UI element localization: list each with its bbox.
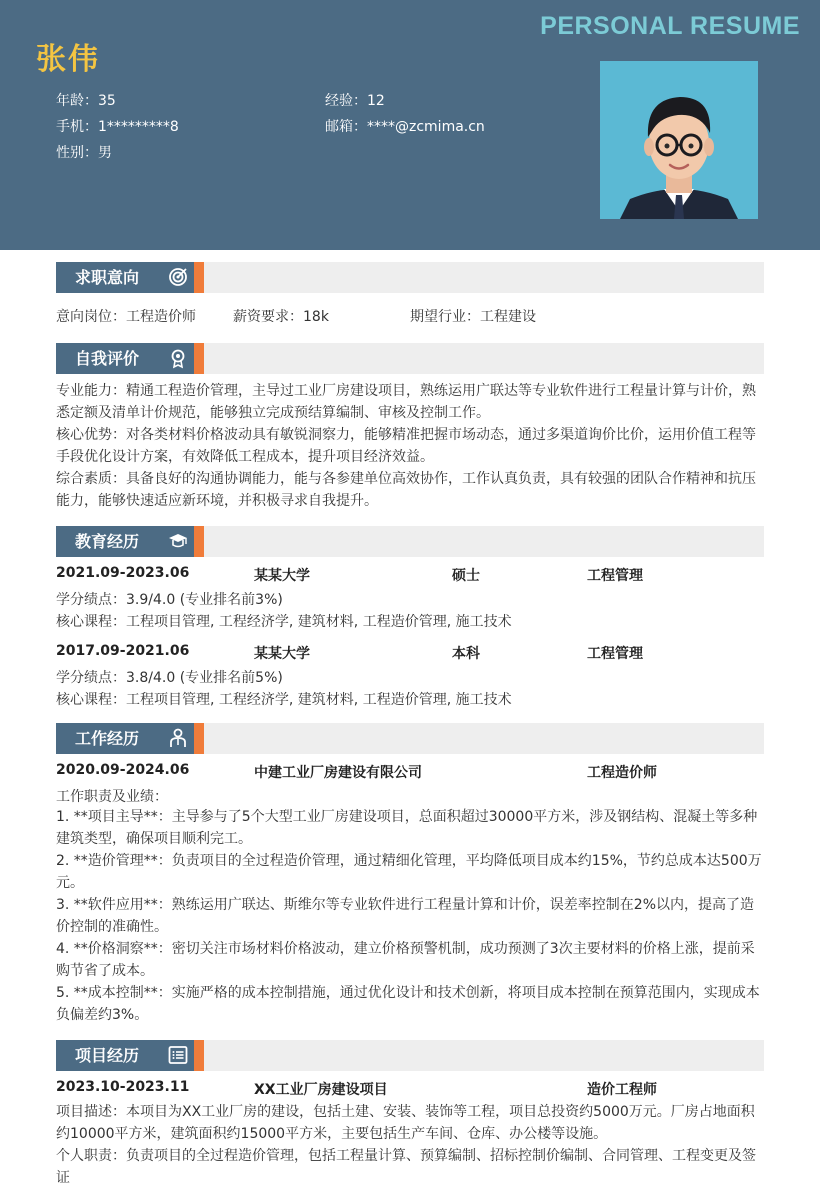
- project-desc: 项目描述：本项目为XX工业厂房的建设，包括土建、安装、装饰等工程，项目总投资约5000万元。厂房占地面积约10000平方米，建筑面积约15000平方米，主要包括生产车间、仓库、办公楼等设施。: [56, 1104, 755, 1142]
- resume-header: [0, 0, 820, 250]
- edu-gpa: 学分绩点：3.9/4.0 (专业排名前3%): [56, 592, 283, 608]
- work-item: 4. **价格洞察**：密切关注市场材料价格波动，建立价格预警机制，成功预测了3次主要材料的价格上涨，提前采购节省了成本。: [56, 941, 755, 979]
- age-field: 年龄：35: [56, 93, 116, 109]
- section-title-work: 工作经历: [56, 723, 194, 754]
- intention-salary: 薪资要求：18k: [233, 309, 329, 325]
- gender-field: 性别：男: [56, 145, 112, 161]
- section-title-intention: 求职意向: [56, 262, 194, 293]
- candidate-name: 张伟: [36, 42, 100, 77]
- edu-period: 2021.09-2023.06: [56, 565, 190, 581]
- edu-courses: 核心课程：工程项目管理, 工程经济学, 建筑材料, 工程造价管理, 施工技术: [56, 692, 512, 708]
- intention-industry: 期望行业：工程建设: [410, 309, 536, 325]
- project-duty: 个人职责：负责项目的全过程造价管理，包括工程量计算、预算编制、招标控制价编制、合同管理、工程变更及签证: [56, 1148, 756, 1186]
- target-icon: [168, 267, 188, 287]
- section-intention: [56, 262, 764, 293]
- section-education: [56, 526, 764, 557]
- section-accent: [194, 262, 204, 293]
- project-role: 造价工程师: [587, 1082, 657, 1098]
- section-title-education: 教育经历: [56, 526, 194, 557]
- avatar-portrait-icon: [600, 61, 758, 219]
- section-self-eval: [56, 343, 764, 374]
- person-icon: [168, 728, 188, 748]
- section-title-project: 项目经历: [56, 1040, 194, 1071]
- edu-courses: 核心课程：工程项目管理, 工程经济学, 建筑材料, 工程造价管理, 施工技术: [56, 614, 512, 630]
- self-eval-paragraph: 综合素质：具备良好的沟通协调能力，能与各参建单位高效协作，工作认真负责，具有较强的团队合作精神和抗压能力，能够快速适应新环境，并积极寻求自我提升。: [56, 471, 756, 509]
- edu-school: 某某大学: [254, 646, 310, 662]
- work-period: 2020.09-2024.06: [56, 762, 190, 778]
- edu-school: 某某大学: [254, 568, 310, 584]
- work-title: 工程造价师: [587, 765, 657, 781]
- work-item: 5. **成本控制**：实施严格的成本控制措施，通过优化设计和技术创新，将项目成本控制在预算范围内，实现成本负偏差约3%。: [56, 985, 760, 1023]
- resume-tag: PERSONAL RESUME: [540, 12, 800, 40]
- self-eval-paragraph: 核心优势：对各类材料价格波动具有敏锐洞察力，能够精准把握市场动态，通过多渠道询价比价，运用价值工程等手段优化设计方案，有效降低工程成本，提升项目经济效益。: [56, 427, 756, 465]
- graduation-cap-icon: [168, 531, 188, 551]
- intention-position: 意向岗位：工程造价师: [56, 309, 196, 325]
- work-intro: 工作职责及业绩：: [56, 789, 168, 805]
- rosette-icon: [168, 348, 188, 368]
- edu-major: 工程管理: [587, 568, 643, 584]
- section-accent: [194, 1040, 204, 1071]
- self-eval-paragraph: 专业能力：精通工程造价管理，主导过工业厂房建设项目，熟练运用广联达等专业软件进行工程量计算与计价，熟悉定额及清单计价规范，能够独立完成预结算编制、审核及控制工作。: [56, 383, 756, 421]
- section-accent: [194, 723, 204, 754]
- email-field: 邮箱：****@zcmima.cn: [325, 119, 485, 135]
- section-accent: [194, 526, 204, 557]
- section-accent: [194, 343, 204, 374]
- list-icon: [168, 1045, 188, 1065]
- project-period: 2023.10-2023.11: [56, 1079, 190, 1095]
- section-work: [56, 723, 764, 754]
- edu-degree: 本科: [452, 646, 480, 662]
- edu-major: 工程管理: [587, 646, 643, 662]
- phone-field: 手机：1*********8: [56, 119, 179, 135]
- work-item: 1. **项目主导**：主导参与了5个大型工业厂房建设项目，总面积超过30000平方米，涉及钢结构、混凝土等多种建筑类型，确保项目顺利完工。: [56, 809, 758, 847]
- work-item: 2. **造价管理**：负责项目的全过程造价管理，通过精细化管理，平均降低项目成本约15%，节约总成本达500万元。: [56, 853, 762, 891]
- work-item: 3. **软件应用**：熟练运用广联达、斯维尔等专业软件进行工程量计算和计价，误差率控制在2%以内，提高了造价控制的准确性。: [56, 897, 755, 935]
- project-name: XX工业厂房建设项目: [254, 1082, 388, 1098]
- work-company: 中建工业厂房建设有限公司: [254, 765, 422, 781]
- section-project: [56, 1040, 764, 1071]
- edu-degree: 硕士: [452, 568, 480, 584]
- edu-period: 2017.09-2021.06: [56, 643, 190, 659]
- edu-gpa: 学分绩点：3.8/4.0 (专业排名前5%): [56, 670, 283, 686]
- avatar: [600, 61, 758, 219]
- section-title-self-eval: 自我评价: [56, 343, 194, 374]
- experience-field: 经验：12: [325, 93, 385, 109]
